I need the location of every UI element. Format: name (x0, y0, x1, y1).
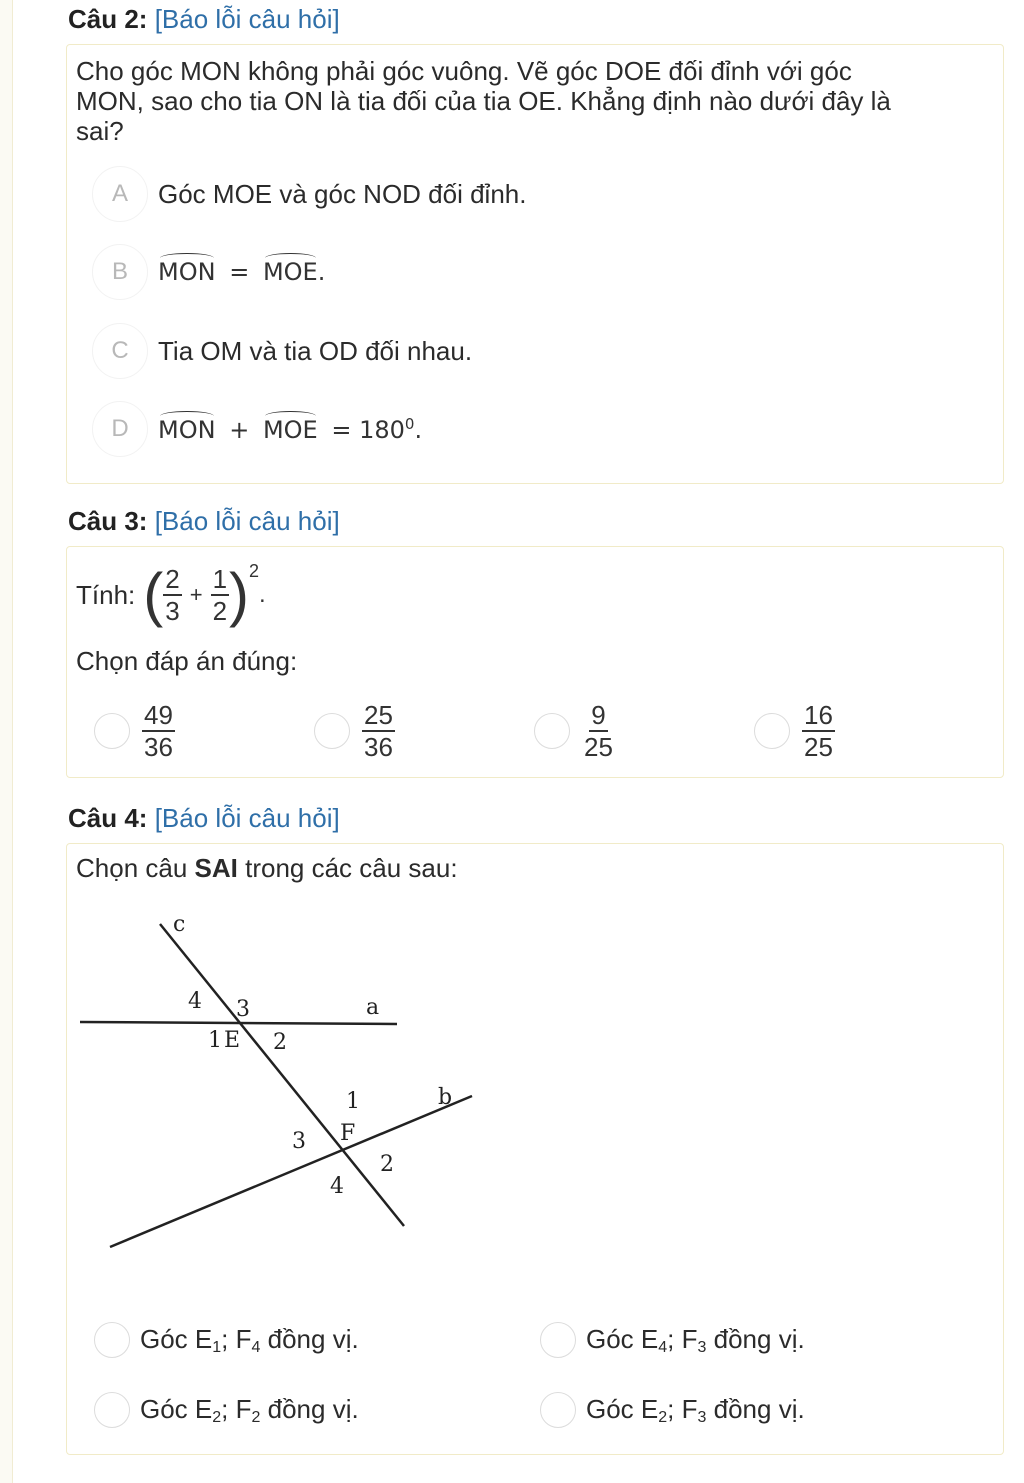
numerator: 9 (591, 700, 606, 730)
label-c: c (173, 912, 186, 937)
report-error-link[interactable]: [Báo lỗi câu hỏi] (154, 506, 340, 536)
option-text: Góc MOE và góc NOD đối đỉnh. (158, 178, 527, 209)
plus-sign: + (229, 415, 250, 444)
numerator: 1 (212, 564, 228, 594)
angle-e2: 2 (273, 1030, 287, 1055)
option-b[interactable] (92, 244, 325, 300)
denominator: 2 (212, 596, 228, 626)
angle-mon: MON (158, 415, 216, 444)
question-4-title (68, 803, 340, 834)
report-error-link[interactable]: [Báo lỗi câu hỏi] (154, 4, 340, 34)
option-text: Tia OM và tia OD đối nhau. (158, 335, 473, 366)
question-2-prompt-line2: MON, sao cho tia ON là tia đối của tia OE. Khẳng định nào dưới đây là (76, 86, 891, 116)
question-2-prompt-line3: sai? (76, 116, 124, 146)
numerator: 16 (804, 700, 833, 730)
angle-e3: 3 (236, 997, 250, 1022)
radio-button[interactable] (534, 713, 570, 749)
point-e: E (224, 1028, 241, 1053)
denominator: 25 (584, 732, 613, 762)
prompt-pre: Chọn câu (76, 853, 195, 883)
answer-e2-f2[interactable] (94, 1392, 359, 1428)
left-paren: ( (143, 561, 164, 628)
answer-pre: Góc E (586, 1393, 659, 1424)
option-math (158, 415, 422, 444)
answer-e4-f3[interactable] (540, 1322, 805, 1358)
denominator: 36 (144, 732, 173, 762)
degree-superscript: 0 (404, 414, 415, 433)
period: . (259, 581, 266, 608)
radio-button[interactable] (94, 713, 130, 749)
fraction-1-2 (211, 564, 229, 626)
answer-mid: ; F (221, 1393, 252, 1424)
geometry-figure (70, 900, 490, 1260)
option-math (158, 258, 325, 286)
label-b: b (438, 1085, 453, 1110)
subscript-1: 1 (212, 1338, 222, 1356)
report-error-link[interactable]: [Báo lỗi câu hỏi] (154, 803, 340, 833)
subscript-1: 2 (658, 1408, 668, 1426)
angle-f4: 4 (330, 1174, 344, 1199)
right-paren: ) (229, 561, 250, 628)
angle-moe: MOE (262, 415, 318, 444)
prompt-bold: SAI (194, 853, 238, 883)
answer-choice-2[interactable] (314, 700, 395, 762)
subscript-2: 3 (697, 1408, 707, 1426)
angle-f3: 3 (292, 1129, 306, 1154)
period: . (414, 415, 423, 444)
radio-button[interactable] (540, 1392, 576, 1428)
option-letter[interactable]: C (92, 323, 148, 379)
denominator: 25 (804, 732, 833, 762)
answer-text (140, 1324, 359, 1357)
numerator: 49 (144, 700, 173, 730)
subscript-2: 2 (251, 1408, 261, 1426)
answer-post: đồng vị. (706, 1323, 805, 1354)
radio-button[interactable] (754, 713, 790, 749)
choose-answer-label: Chọn đáp án đúng: (76, 646, 298, 676)
answer-post: đồng vị. (260, 1393, 359, 1424)
question-2-prompt-line1: Cho góc MON không phải góc vuông. Vẽ góc DOE đối đỉnh với góc (76, 56, 852, 86)
left-rail (0, 0, 13, 1483)
tinh-label: Tính: (76, 579, 136, 610)
answer-pre: Góc E (586, 1323, 659, 1354)
numerator: 25 (364, 700, 393, 730)
question-3-number: Câu 3: (68, 506, 148, 536)
option-letter[interactable]: D (92, 401, 148, 457)
option-letter[interactable]: B (92, 244, 148, 300)
fraction-2-3 (163, 564, 181, 626)
question-2-number: Câu 2: (68, 4, 148, 34)
answer-fraction (142, 700, 175, 762)
answer-e2-f3[interactable] (540, 1392, 805, 1428)
subscript-2: 3 (697, 1338, 707, 1356)
question-2-title (68, 4, 340, 35)
question-4-prompt (76, 853, 458, 883)
radio-button[interactable] (314, 713, 350, 749)
answer-post: đồng vị. (260, 1323, 359, 1354)
subscript-1: 4 (658, 1338, 668, 1356)
answer-choice-3[interactable] (534, 700, 615, 762)
exponent: 2 (249, 561, 260, 581)
answer-choice-4[interactable] (754, 700, 835, 762)
angle-e1: 1 (208, 1028, 222, 1053)
answer-choice-1[interactable] (94, 700, 175, 762)
question-3-title (68, 506, 340, 537)
answer-pre: Góc E (140, 1323, 213, 1354)
answer-mid: ; F (221, 1323, 252, 1354)
subscript-1: 2 (212, 1408, 222, 1426)
numerator: 2 (165, 564, 180, 594)
answer-mid: ; F (667, 1323, 698, 1354)
answer-fraction (802, 700, 835, 762)
answer-text (586, 1394, 805, 1427)
angle-mon: MON (158, 258, 216, 286)
angle-moe: MOE (262, 258, 318, 286)
line-c (160, 924, 404, 1226)
answer-pre: Góc E (140, 1393, 213, 1424)
answer-text (140, 1394, 359, 1427)
answer-fraction (362, 700, 395, 762)
radio-button[interactable] (94, 1392, 130, 1428)
question-3-expression (76, 555, 266, 635)
denominator: 3 (165, 596, 180, 626)
option-letter[interactable]: A (92, 166, 148, 222)
equals-sign: = (229, 258, 250, 286)
angle-f1: 1 (346, 1089, 360, 1114)
denominator: 36 (364, 732, 393, 762)
prompt-post: trong các câu sau: (237, 853, 458, 883)
question-4-number: Câu 4: (68, 803, 148, 833)
subscript-2: 4 (251, 1338, 261, 1356)
answer-fraction (582, 700, 615, 762)
answer-post: đồng vị. (706, 1393, 805, 1424)
option-a[interactable] (92, 166, 526, 222)
radio-button[interactable] (540, 1322, 576, 1358)
equals-180: = 180 (331, 415, 405, 444)
point-f: F (340, 1121, 356, 1146)
line-b (110, 1096, 472, 1247)
answer-e1-f4[interactable] (94, 1322, 359, 1358)
radio-button[interactable] (94, 1322, 130, 1358)
answer-mid: ; F (667, 1393, 698, 1424)
plus-sign: + (189, 582, 203, 607)
label-a: a (366, 995, 380, 1020)
angle-e4: 4 (188, 989, 202, 1014)
option-c[interactable] (92, 323, 472, 379)
line-a (80, 1022, 397, 1024)
answer-text (586, 1324, 805, 1357)
angle-f2: 2 (380, 1152, 394, 1177)
option-d[interactable] (92, 401, 422, 457)
period: . (317, 258, 326, 286)
